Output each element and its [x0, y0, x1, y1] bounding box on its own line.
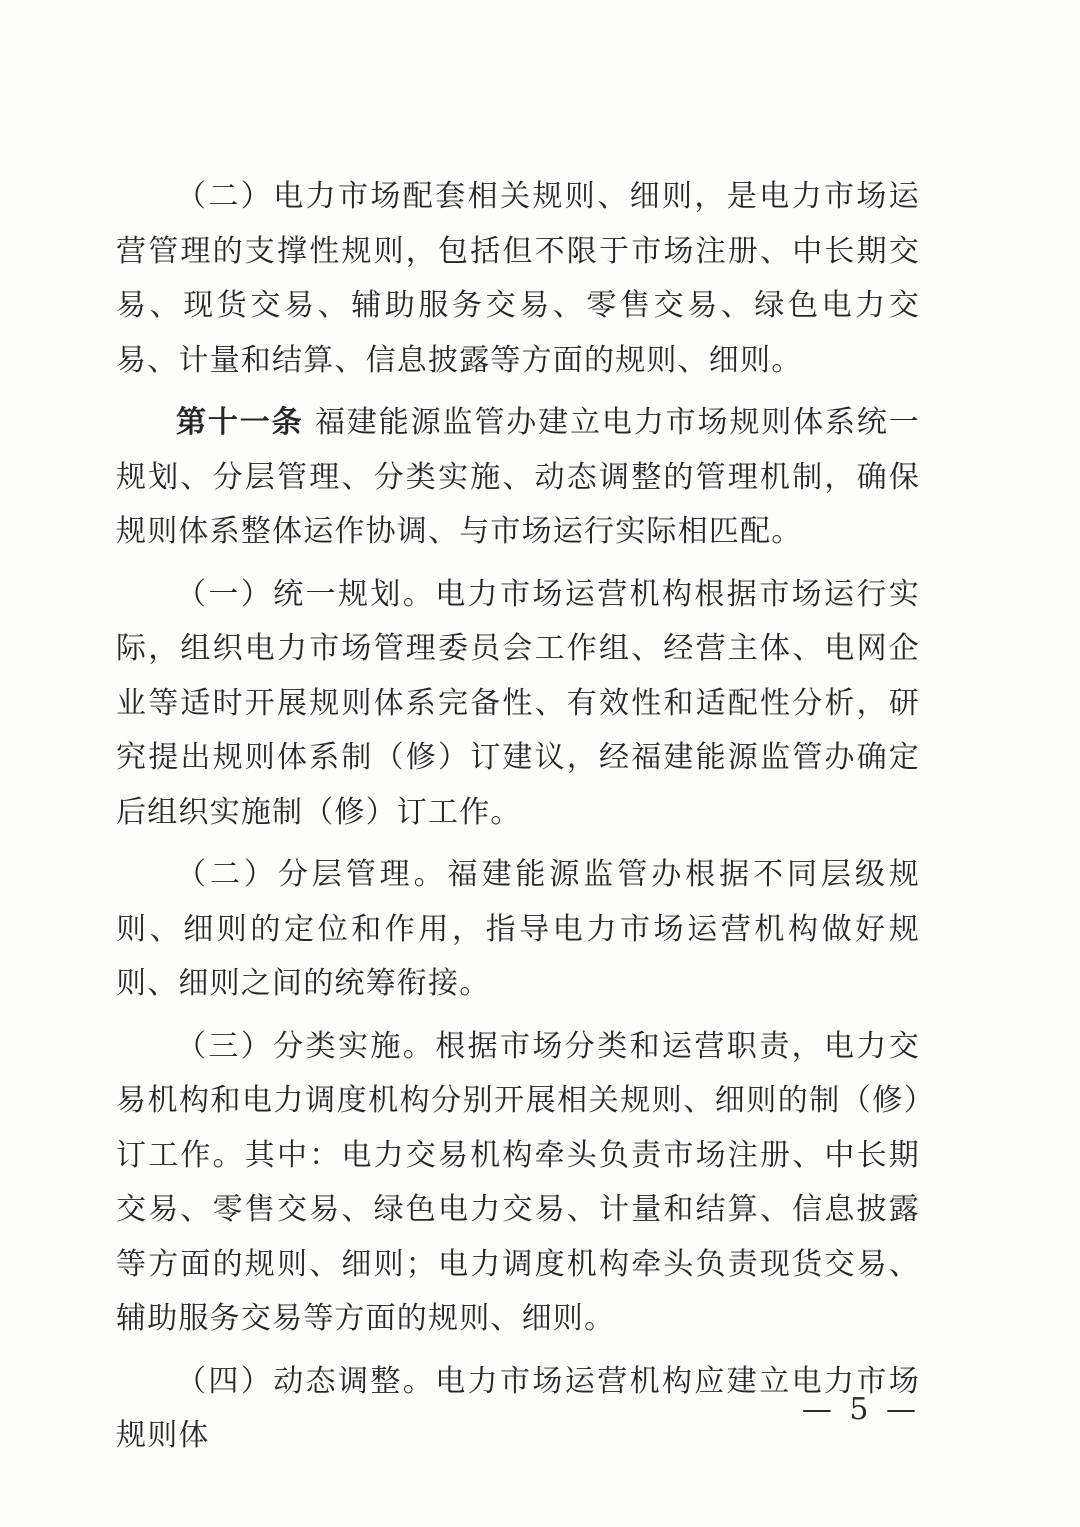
paragraph-dynamic-adjustment	[116, 1355, 920, 1464]
paragraph-layered-management	[116, 848, 920, 1012]
paragraph-text: （一）统一规划。电力市场运营机构根据市场运行实际，组织电力市场管理委员会工作组、经营主体、电网企业等适时开展规则体系完备性、有效性和适配性分析，研究提出规则体系制（修）订建议，经福建能源监管办确定后组织实施制（修）订工作。	[116, 576, 920, 830]
paragraph-categorized-implementation	[116, 1020, 920, 1347]
page-number: — 5 —	[801, 1392, 920, 1427]
paragraph-text: （二）电力市场配套相关规则、细则，是电力市场运营管理的支撑性规则，包括但不限于市场注册、中长期交易、现货交易、辅助服务交易、零售交易、绿色电力交易、计量和结算、信息披露等方面的规则、细则。	[116, 179, 920, 378]
paragraph-text: （四）动态调整。电力市场运营机构应建立电力市场规则体	[116, 1363, 920, 1453]
document-body	[116, 170, 920, 1464]
paragraph-text: 福建能源监管办建立电力市场规则体系统一规划、分层管理、分类实施、动态调整的管理机制，确保规则体系整体运作协调、与市场运行实际相匹配。	[116, 405, 920, 549]
paragraph-text: （三）分类实施。根据市场分类和运营职责，电力交易机构和电力调度机构分别开展相关规则、细则的制（修）订工作。其中：电力交易机构牵头负责市场注册、中长期交易、零售交易、绿色电力交易、计量和结算、信息披露等方面的规则、细则；电力调度机构牵头负责现货交易、辅助服务交易等方面的规则、细则。	[116, 1028, 920, 1336]
article-heading: 第十一条	[176, 405, 304, 440]
paragraph-sub-item-2	[116, 170, 920, 388]
paragraph-unified-planning	[116, 568, 920, 841]
paragraph-article-11	[116, 396, 920, 560]
paragraph-text: （二）分层管理。福建能源监管办根据不同层级规则、细则的定位和作用，指导电力市场运营机构做好规则、细则之间的统筹衔接。	[116, 857, 920, 1001]
